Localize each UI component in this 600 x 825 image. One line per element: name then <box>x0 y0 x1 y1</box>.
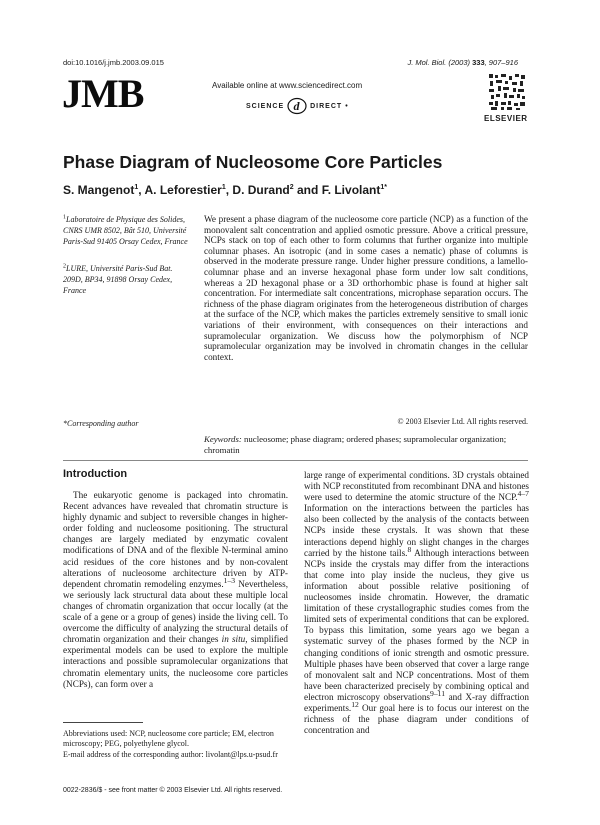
email-footnote[interactable]: E-mail address of the corresponding author: livolant@lps.u-psud.fr <box>63 750 278 759</box>
affiliation-1 <box>63 214 193 247</box>
paragraph-text: Nevertheless, we seriously lack structural data about these multiple local changes of chromatin organization that occur locally (at the scale of a gene or a group of genes) inside the living cell. To overcome the difficulty of analyzing the structural details of chromatin organization and their changes <box>63 578 288 645</box>
journal-reference <box>407 58 518 67</box>
paragraph-text: Information on the interactions between the particles has also been collected by the analysis of the contacts between NCPs inside these crystals. It was shown that these interactions depend highly on slight changes in the charges carried by the histone tails. <box>304 503 529 558</box>
author-name: D. Durand <box>232 183 290 197</box>
sciencedirect-left-text: SCIENCE <box>246 102 285 110</box>
paragraph-text: Our goal here is to focus our interest on the richness of the phase diagram under conditions of concentration and <box>304 702 529 736</box>
italic-text: in situ <box>221 634 246 645</box>
author-affiliation-mark: 1* <box>380 184 387 191</box>
corresponding-author-note: *Corresponding author <box>63 419 139 428</box>
issn-footer: 0022-2836/$ - see front matter © 2003 Elsevier Ltd. All rights reserved. <box>63 787 283 794</box>
available-online-link[interactable]: Available online at www.sciencedirect.com <box>212 81 363 90</box>
body-column-left <box>63 490 288 690</box>
elsevier-tree-logo-icon <box>487 72 527 112</box>
keywords-list: nucleosome; phase diagram; ordered phases; supramolecular organization; chromatin <box>204 434 507 455</box>
journal-pages: , 907–916 <box>484 58 518 67</box>
publisher-name: ELSEVIER <box>484 114 528 123</box>
doi-text[interactable]: doi:10.1016/j.jmb.2003.09.015 <box>63 58 164 67</box>
citation-ref[interactable]: 9–11 <box>430 688 446 698</box>
journal-year: (2003) <box>448 58 471 67</box>
affiliation-2 <box>63 263 193 296</box>
author-affiliation-mark: 2 <box>289 184 294 191</box>
sciencedirect-logo <box>246 96 349 116</box>
affiliation-text: LURE, Université Paris-Sud Bat. 209D, BP34, 91898 Orsay Cedex, France <box>63 264 173 295</box>
affiliation-number: 1 <box>63 214 66 221</box>
sciencedirect-right-text: DIRECT <box>310 102 343 110</box>
author-name: S. Mangenot <box>63 183 135 197</box>
author-separator: and <box>293 183 322 197</box>
sciencedirect-dot: • <box>345 102 349 110</box>
article-title: Phase Diagram of Nucleosome Core Particles <box>63 152 443 172</box>
abstract-text: We present a phase diagram of the nucleosome core particle (NCP) as a function of the monovalent salt concentration and applied osmotic pressure. Above a critical pressure, NCPs stack on top of each other to form columns that further organize into multiple columnar phases. An isotropic (and in some cases a nematic) phase of columns is observed in the moderate pressure range. Under higher pressure conditions, a lamello-columnar phase and an inverse hexagonal phase form under low salt conditions, whereas a 2D hexagonal phase or a 3D orthorhombic phase is found at higher salt concentration. For intermediate salt concentrations, microphase separation occurs. The richness of the phase diagram originates from the heterogeneous distribution of charges at the surface of the NCP, which makes the particles extremely sensitive to small ionic variations of their environment, with consequences on their interactions and supramolecular organization. We discuss how the polymorphism of NCP supramolecular organization may be involved in chromatin changes in the cellular context. <box>204 214 528 362</box>
paragraph-text: Although interactions between NCPs inside the crystals may differ from the interactions that come into play inside the nucleus, they give us information about possible relative positioning of nucleosomes inside chromatin. However, the dramatic limitation of these crystallographic studies comes from the limited sets of experimental conditions that can be explored. To bypass this limitation, some years ago we began a systematic survey of the phases formed by the NCP in changing conditions of ionic strength and osmotic pressure. Multiple phases have been observed that cover a large range of monovalent salt and NCP concentrations. Most of them have been characterized precisely by combining optical and electron microscopy observations <box>304 547 529 702</box>
abbreviations-footnote: Abbreviations used: NCP, nucleosome core particle; EM, electron microscopy; PEG, polyethylene glycol. <box>63 729 274 748</box>
section-heading: Introduction <box>63 468 128 480</box>
author-list <box>63 183 387 197</box>
author-affiliation-mark: 1 <box>221 184 226 191</box>
paragraph-text: and X-ray diffraction experiments. <box>304 691 529 713</box>
section-divider <box>63 460 528 461</box>
svg-text:d: d <box>293 99 301 113</box>
body-column-right <box>304 470 529 736</box>
journal-volume: 333 <box>472 58 485 67</box>
affiliation-text: Laboratoire de Physique des Solides, CNRS UMR 8502, Bât 510, Université Paris-Sud 91405 Orsay Cedex, France <box>63 215 188 246</box>
jmb-logo: JMB <box>62 71 144 116</box>
affiliation-number: 2 <box>63 263 66 270</box>
author-separator: , <box>138 183 145 197</box>
paragraph-text: large range of experimental conditions. 3D crystals obtained with NCP reconstituted from recombinant DNA and histones were used to determine the atomic structure of the NCP. <box>304 470 529 503</box>
sciencedirect-mark-icon <box>287 97 307 115</box>
citation-ref[interactable]: 12 <box>351 699 359 709</box>
author-name: A. Leforestier <box>144 183 222 197</box>
keywords-label: Keywords: <box>204 434 242 444</box>
footnote-divider <box>63 722 143 723</box>
keywords <box>204 434 528 455</box>
author-separator: , <box>225 183 233 197</box>
citation-ref[interactable]: 8 <box>407 544 412 554</box>
paragraph-text: , simplified experimental models can be used to explore the multiple interactions and possible supramolecular organizations that chromatin elementary units, the nucleosome core particles (NCPs), can form over a <box>63 634 288 689</box>
author-name: F. Livolant <box>321 183 381 197</box>
author-affiliation-mark: 1 <box>134 184 139 191</box>
journal-name: J. Mol. Biol. <box>407 58 447 67</box>
citation-ref[interactable]: 1–3 <box>223 575 236 585</box>
citation-ref[interactable]: 4–7 <box>517 489 529 499</box>
paragraph-text: The eukaryotic genome is packaged into chromatin. Recent advances have revealed that chromatin structure is highly dynamic and subject to reversible changes in higher-order folding and nucleosome positioning. The structural changes are largely mediated by enzymatic covalent modifications of DNA and of the flexible N-terminal amino acid residues of the core histones and by non-covalent alterations of nucleosome architecture driven by ATP-dependent chromatin remodeling enzymes. <box>63 490 288 589</box>
copyright-notice: © 2003 Elsevier Ltd. All rights reserved. <box>397 417 528 426</box>
